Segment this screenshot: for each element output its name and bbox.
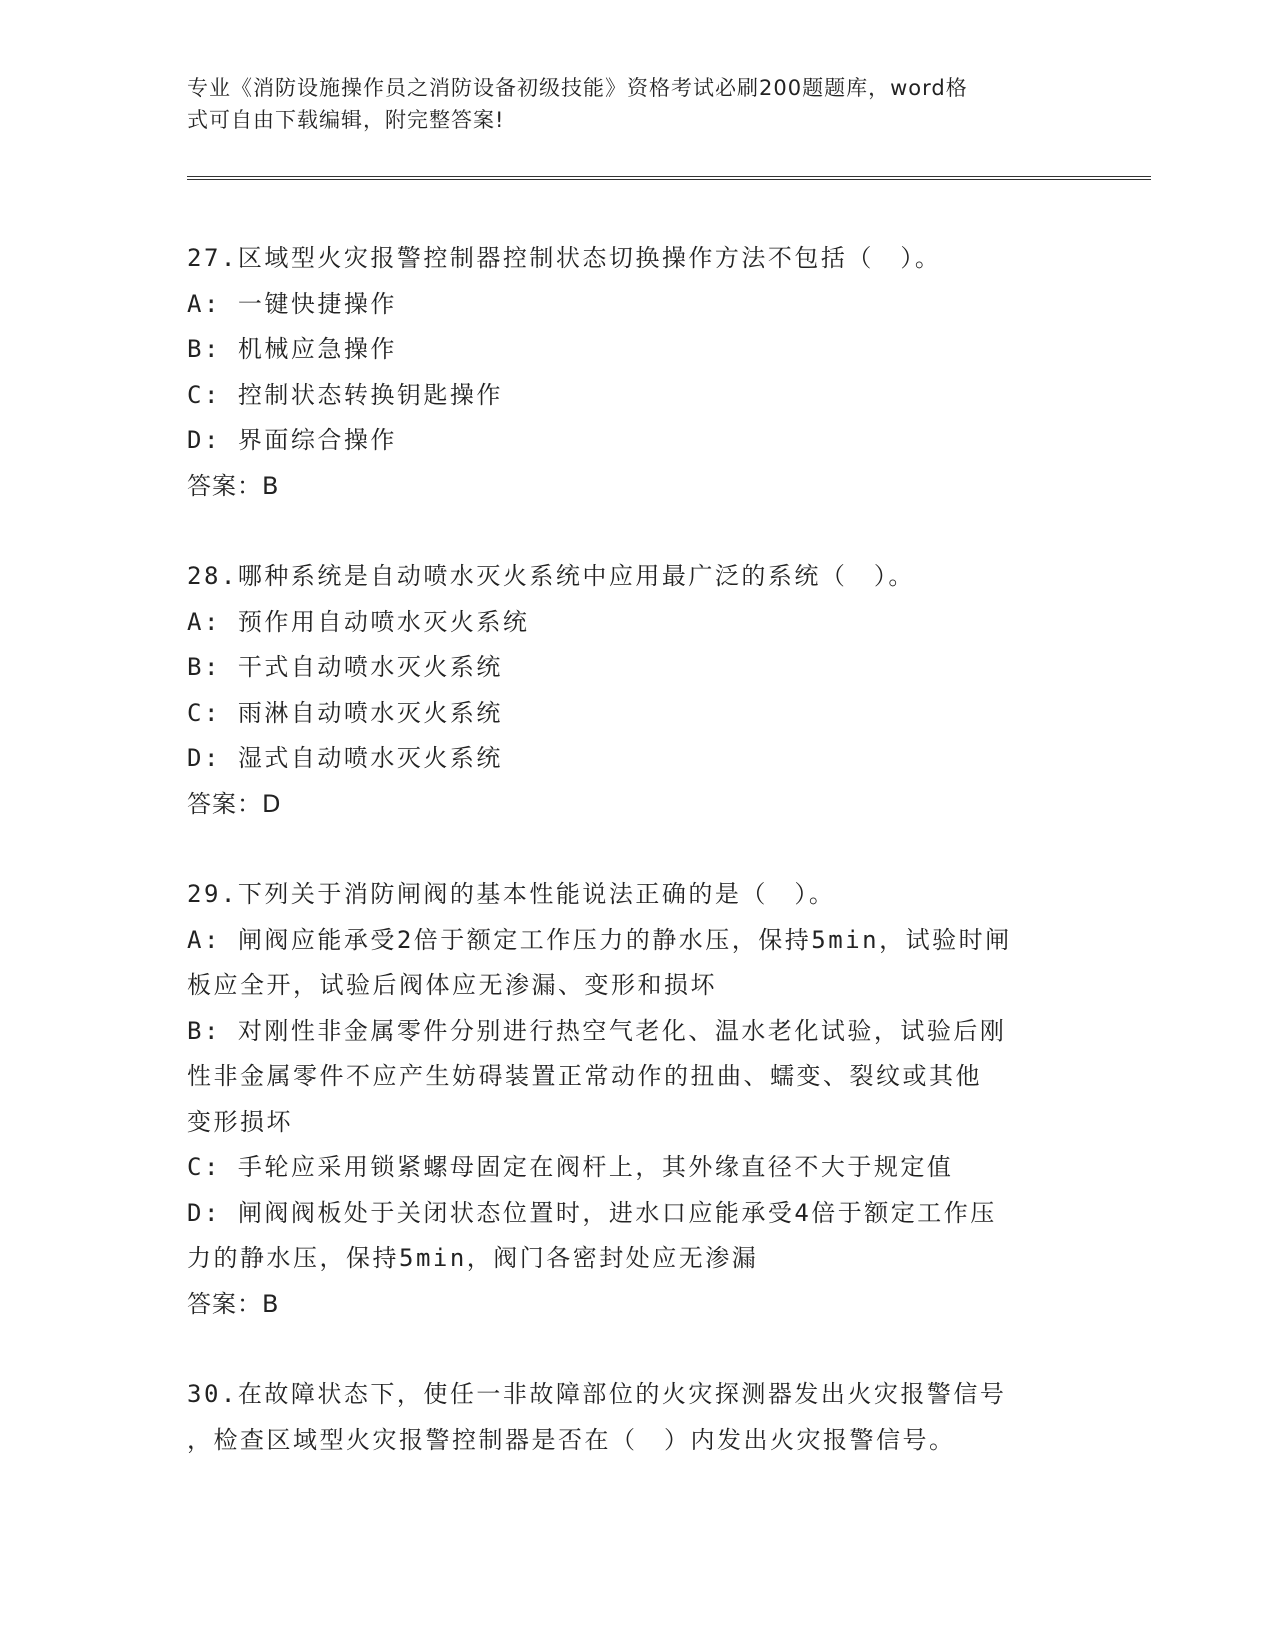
question-title: 29.下列关于消防闸阀的基本性能说法正确的是（ ）。 (187, 880, 836, 908)
option-a: A: 预作用自动喷水灭火系统 (187, 607, 530, 636)
option-d-line-2: 力的静水压，保持5min，阀门各密封处应无渗漏 (187, 1244, 759, 1272)
option-d-line-1: D: 闸阀阀板处于关闭状态位置时，进水口应能承受4倍于额定工作压 (187, 1198, 997, 1227)
question-28 (187, 554, 1092, 827)
document-header-line-2: 式可自由下载编辑，附完整答案! (187, 108, 505, 132)
question-title: 27.区域型火灾报警控制器控制状态切换操作方法不包括（ ）。 (187, 244, 942, 272)
question-title-line-2: ，检查区域型火灾报警控制器是否在（ ）内发出火灾报警信号。 (187, 1425, 956, 1454)
question-30 (187, 1372, 1092, 1463)
option-b: B: 干式自动喷水灭火系统 (187, 653, 503, 681)
option-c: C: 雨淋自动喷水灭火系统 (187, 698, 503, 727)
question-title: 28.哪种系统是自动喷水灭火系统中应用最广泛的系统（ ）。 (187, 562, 915, 590)
option-d: D: 湿式自动喷水灭火系统 (187, 744, 503, 772)
question-title-line-1: 30.在故障状态下，使任一非故障部位的火灾探测器发出火灾报警信号 (187, 1380, 1007, 1408)
answer: 答案：D (187, 789, 282, 818)
option-a: A: 一键快捷操作 (187, 289, 397, 318)
option-b-line-3: 变形损坏 (187, 1107, 293, 1136)
option-b: B: 机械应急操作 (187, 335, 397, 363)
question-27 (187, 236, 1092, 509)
document-header-line-1: 专业《消防设施操作员之消防设备初级技能》资格考试必刷200题题库，word格 (187, 76, 968, 100)
option-c: C: 手轮应采用锁紧螺母固定在阀杆上，其外缘直径不大于规定值 (187, 1153, 954, 1181)
option-d: D: 界面综合操作 (187, 426, 397, 454)
answer: 答案：B (187, 1289, 280, 1318)
option-b-line-1: B: 对刚性非金属零件分别进行热空气老化、温水老化试验，试验后刚 (187, 1016, 1007, 1045)
option-a-line-1: A: 闸阀应能承受2倍于额定工作压力的静水压，保持5min，试验时闸 (187, 925, 1012, 954)
document-page (187, 72, 1092, 1463)
option-a-line-2: 板应全开，试验后阀体应无渗漏、变形和损坏 (187, 971, 717, 999)
option-c: C: 控制状态转换钥匙操作 (187, 380, 503, 409)
question-29 (187, 872, 1092, 1327)
answer: 答案：B (187, 471, 280, 500)
option-b-line-2: 性非金属零件不应产生妨碍装置正常动作的扭曲、蠕变、裂纹或其他 (187, 1062, 982, 1090)
